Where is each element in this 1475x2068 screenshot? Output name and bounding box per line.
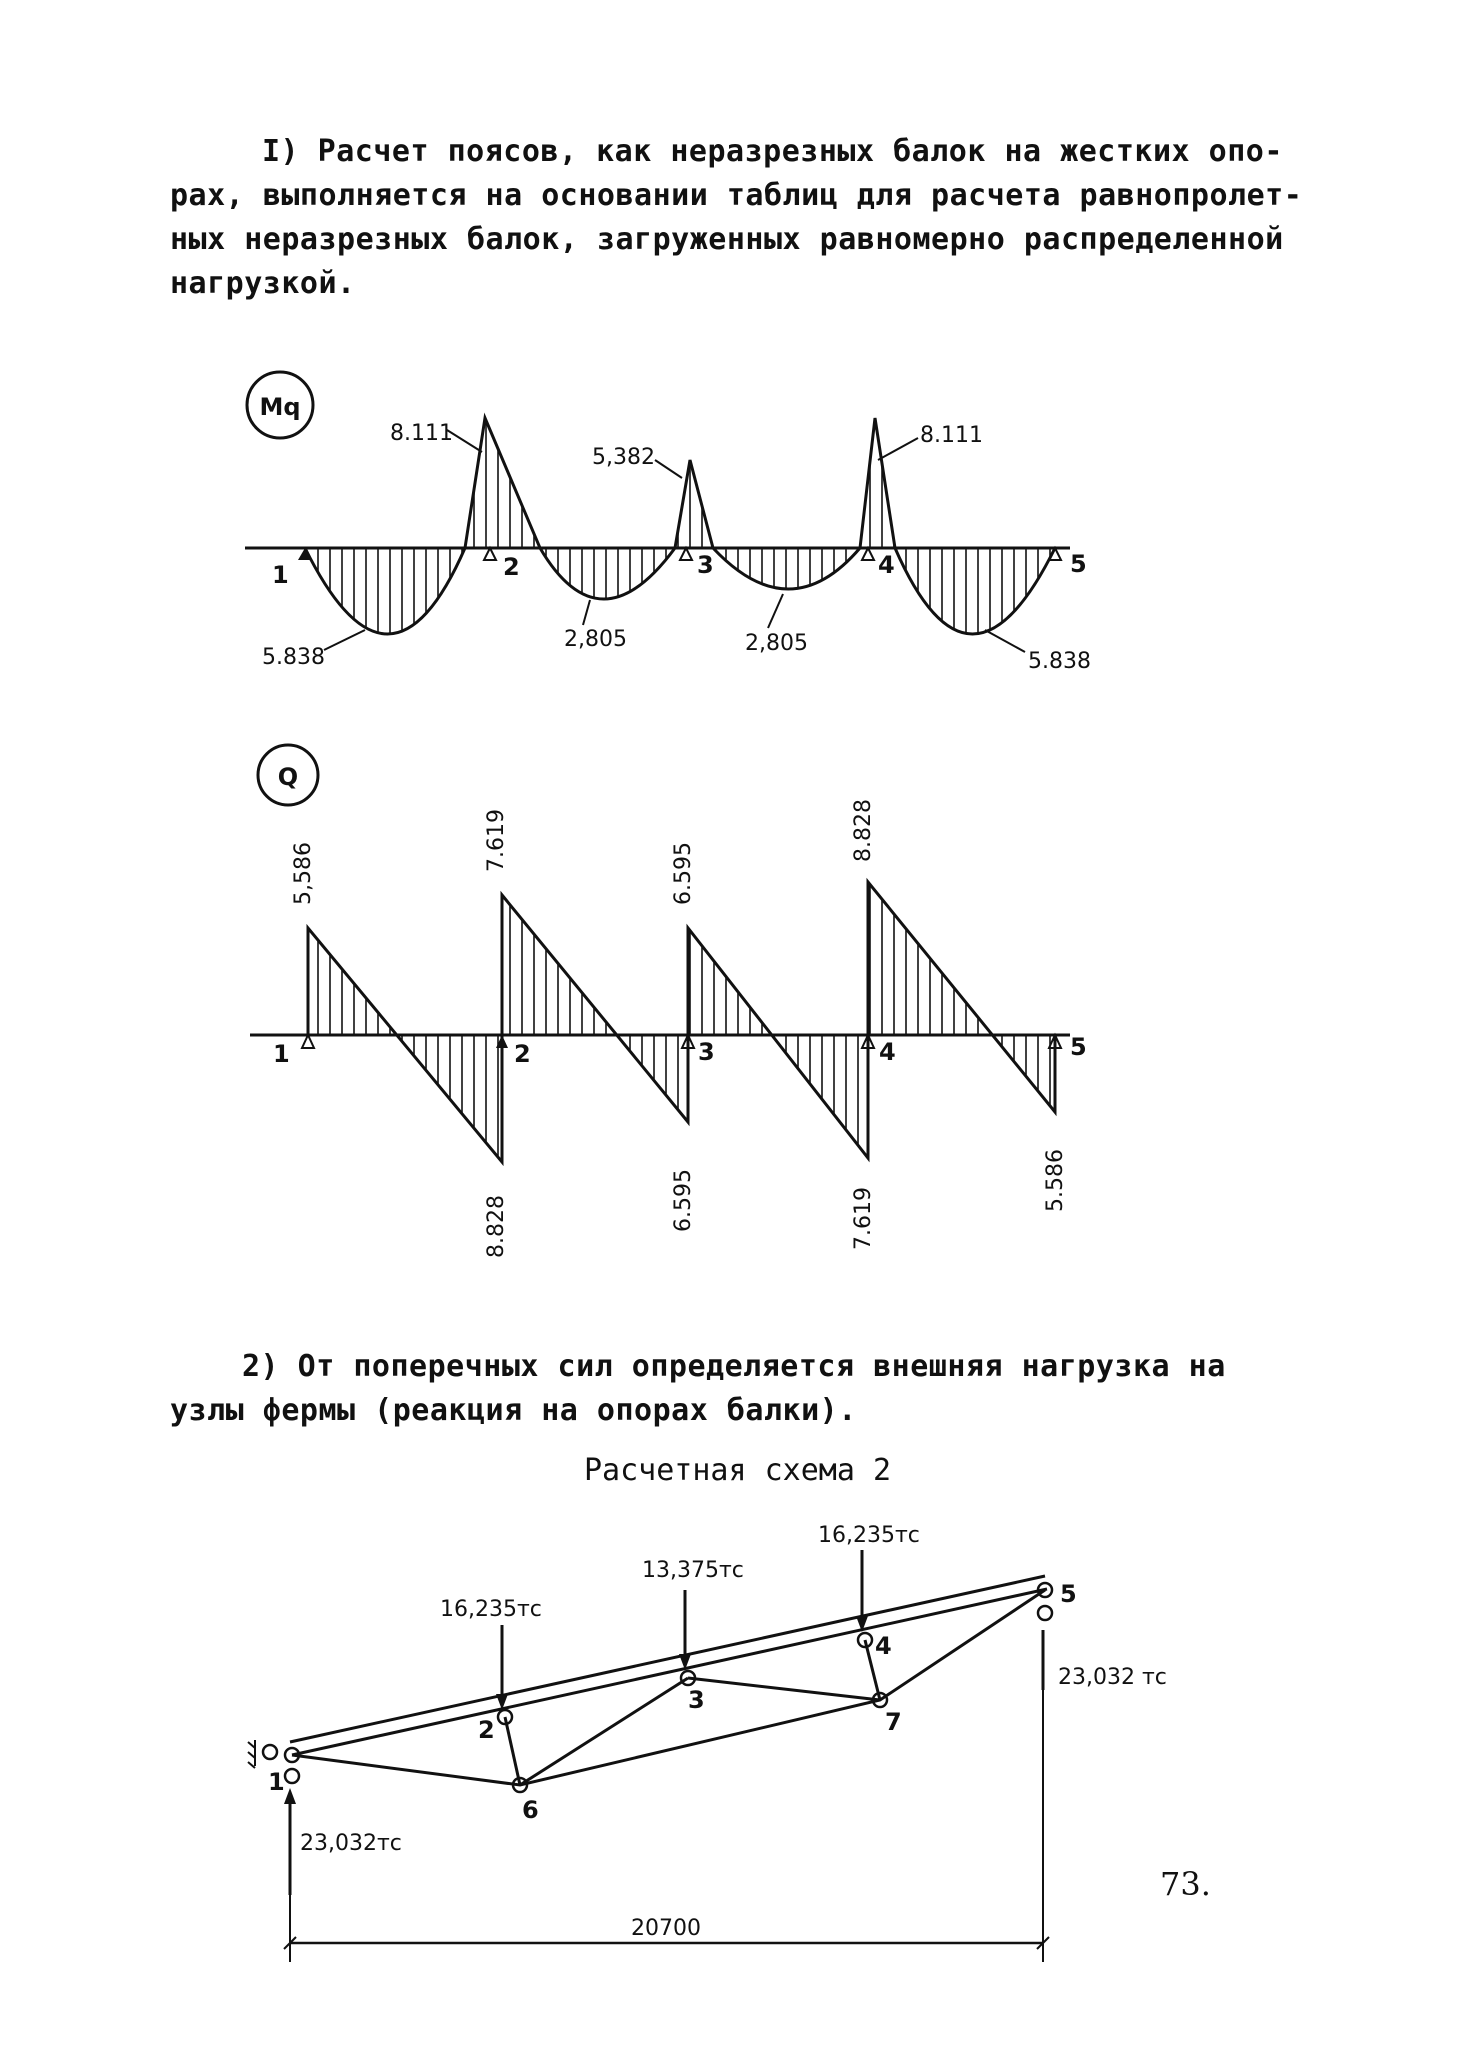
shear-label-2: 2	[514, 1040, 531, 1068]
moment-value-support-2: 8.111	[390, 421, 453, 446]
support-right-bottom	[1038, 1606, 1052, 1620]
wall-hatch-2	[248, 1752, 255, 1758]
node-label-4: 4	[875, 1632, 892, 1660]
moment-support-2	[484, 548, 496, 560]
dimension-span-label: 20700	[631, 1916, 701, 1941]
web-2-6	[505, 1717, 520, 1785]
node-label-3: 3	[688, 1686, 705, 1714]
shear-negative-1: 8.828	[484, 1195, 509, 1258]
node-label-7: 7	[885, 1708, 902, 1736]
moment-symbol: Mq	[259, 393, 301, 421]
paragraph-2-line-2: узлы фермы (реакция на опорах балки).	[170, 1393, 857, 1428]
leader-2	[655, 460, 682, 478]
leader-4	[324, 630, 365, 650]
load-label-node-3: 13,375тс	[642, 1558, 744, 1583]
leader-3	[878, 438, 918, 460]
shear-positive-3: 6.595	[671, 842, 696, 905]
moment-label-1: 1	[272, 561, 289, 589]
leader-5	[583, 600, 590, 625]
node-label-2: 2	[478, 1716, 495, 1744]
top-chord-lower	[292, 1589, 1047, 1755]
shear-label-4: 4	[879, 1038, 896, 1066]
shear-positive-2: 7.619	[484, 809, 509, 872]
shear-label-3: 3	[698, 1038, 715, 1066]
leader-7	[985, 630, 1025, 652]
node-label-1: 1	[268, 1768, 285, 1796]
shear-negative-3: 7.619	[851, 1187, 876, 1250]
wall-hatch-1	[248, 1742, 255, 1748]
truss-scheme	[248, 1523, 1167, 1962]
shear-positive-4: 8.828	[851, 799, 876, 862]
reaction-label-right: 23,032 тс	[1058, 1665, 1167, 1690]
load-label-node-4: 16,235тс	[818, 1523, 920, 1548]
moment-label-4: 4	[878, 551, 895, 579]
shear-negative-2: 6.595	[671, 1169, 696, 1232]
moment-diagram	[245, 372, 1091, 674]
wall-hatch-3	[248, 1762, 255, 1768]
node-label-6: 6	[522, 1796, 539, 1824]
shear-symbol: Q	[277, 763, 299, 791]
moment-value-span-1: 5.838	[262, 645, 325, 670]
support-left-bottom	[285, 1769, 299, 1783]
web-6-3	[520, 1678, 688, 1785]
paragraph-2-line-1: 2) От поперечных сил определяется внешняя нагрузка на	[242, 1349, 1226, 1384]
moment-value-support-3: 5,382	[592, 445, 655, 470]
leader-6	[768, 594, 783, 628]
shear-positive-1: 5,586	[291, 842, 316, 905]
moment-value-span-4: 5.838	[1028, 649, 1091, 674]
scheme-title: Расчетная схема 2	[583, 1453, 892, 1488]
paragraph-1-line-4: нагрузкой.	[170, 266, 356, 301]
shear-negative-4: 5.586	[1043, 1149, 1068, 1212]
load-label-node-2: 16,235тс	[440, 1597, 542, 1622]
bottom-chord	[292, 1590, 1045, 1785]
reaction-left-head	[284, 1788, 296, 1804]
reaction-label-left: 23,032тс	[300, 1831, 402, 1856]
shear-hatch-area	[308, 882, 1055, 1162]
moment-label-3: 3	[697, 551, 714, 579]
shear-label-5: 5	[1070, 1033, 1087, 1061]
shear-label-1: 1	[273, 1040, 290, 1068]
paragraph-1-line-1: I) Расчет поясов, как неразрезных балок на жестких опо-	[262, 134, 1283, 169]
paragraph-1-line-2: рах, выполняется на основании таблиц для расчета равнопролет-	[170, 178, 1303, 213]
shear-support-1	[302, 1035, 314, 1048]
node-label-5: 5	[1060, 1580, 1077, 1608]
moment-value-span-3: 2,805	[745, 631, 808, 656]
moment-value-span-2: 2,805	[564, 627, 627, 652]
web-3-7	[688, 1678, 880, 1700]
page-number: 73.	[1160, 1865, 1211, 1903]
paragraph-1-line-3: ных неразрезных балок, загруженных равномерно распределенной	[170, 222, 1284, 257]
moment-value-support-4: 8.111	[920, 423, 983, 448]
moment-label-5: 5	[1070, 550, 1087, 578]
top-chord-upper	[290, 1576, 1045, 1742]
moment-support-3	[680, 548, 692, 560]
moment-support-4	[862, 548, 874, 560]
moment-label-2: 2	[503, 553, 520, 581]
support-left-hinge	[263, 1745, 277, 1759]
shear-diagram	[250, 745, 1087, 1258]
paragraph-2	[170, 1345, 1320, 1433]
